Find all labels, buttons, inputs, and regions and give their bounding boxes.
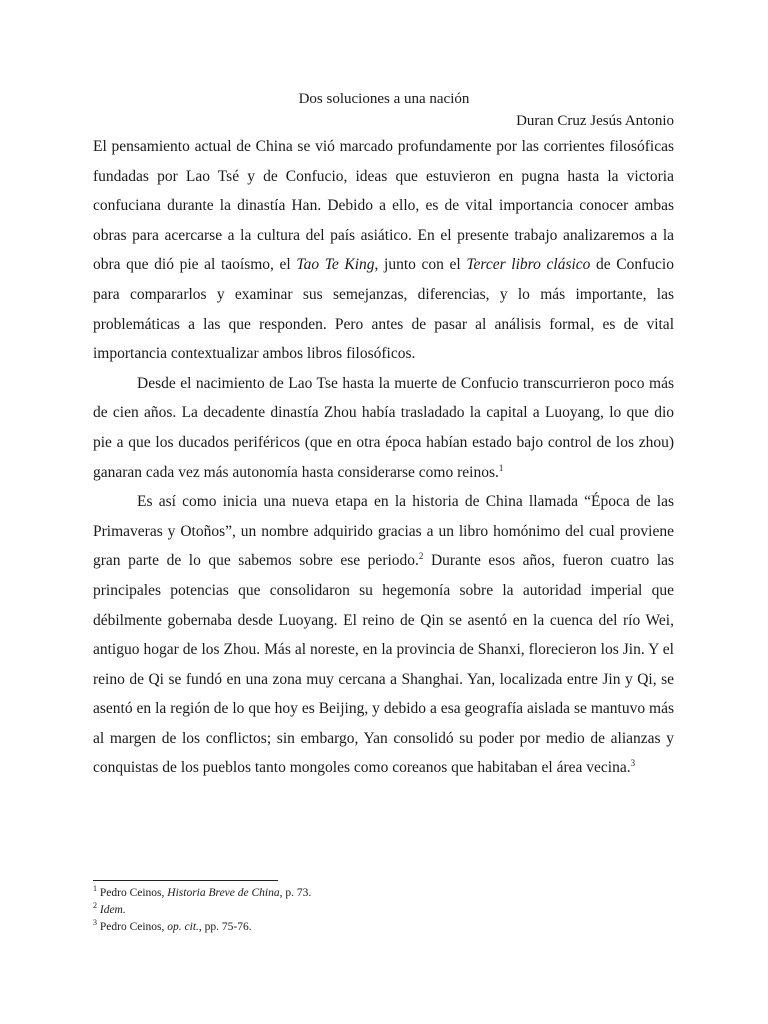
paragraph-1-text-c: , junto con el (374, 256, 467, 274)
footnote-1-number: 1 (93, 884, 97, 894)
paragraph-2 (93, 369, 674, 487)
footnote-divider (93, 880, 278, 881)
footnote-ref-3: 3 (630, 758, 636, 769)
paragraph-3-text-a: Es así como inicia una nueva etapa en la historia de China llamada “Época de las Primaveras y Otoños”, un nombre adquirido gracias a un libro homónimo del cual proviene gran parte de lo que sabemos sobre ese periodo. (93, 493, 674, 570)
footnote-1-pre: Pedro Ceinos, (97, 887, 168, 899)
footnote-ref-2: 2 (418, 551, 424, 562)
footnote-1 (93, 885, 311, 902)
footnote-2-number: 2 (93, 901, 97, 911)
footnote-1-title: Historia Breve de China (167, 887, 280, 899)
footnote-3-post: , pp. 75-76. (198, 921, 252, 933)
paragraph-1-title-tao-te-king: Tao Te King (296, 256, 375, 274)
footnote-3 (93, 919, 311, 936)
paragraph-1 (93, 132, 674, 369)
footnote-3-number: 3 (93, 918, 97, 928)
footnote-3-title: op. cit. (167, 921, 199, 933)
paragraph-1-text-e: de Confucio para compararlos y examinar sus semejanzas, diferencias, y lo más importante, las problemáticas a las que responden. Pero antes de pasar al análisis formal, es de vital importancia contextualizar ambos libros filosóficos. (93, 256, 674, 363)
paragraph-1-text-a: El pensamiento actual de China se vió marcado profundamente por las corrientes filosóficas fundadas por Lao Tsé y de Confucio, ideas que estuvieron en pugna hasta la victoria confuciana durante la dinastía Han. Debido a ello, es de vital importancia conocer ambas obras para acercarse a la cultura del país asiático. En el presente trabajo analizaremos a la obra que dió pie al taoísmo, el (93, 138, 674, 274)
footnote-1-post: , p. 73. (279, 887, 312, 899)
footnote-2 (93, 902, 311, 919)
paragraph-2-text: Desde el nacimiento de Lao Tse hasta la muerte de Confucio transcurrieron poco más de cien años. La decadente dinastía Zhou había trasladado la capital a Luoyang, lo que dio pie a que los ducados periféricos (que en otra época habían estado bajo control de los zhou) ganaran cada vez más autonomía hasta considerarse como reinos. (93, 374, 674, 481)
footnote-2-title: Idem. (99, 904, 126, 916)
paragraph-1-title-tercer-libro: Tercer libro clásico (466, 256, 591, 274)
paragraph-3-text-b: Durante esos años, fueron cuatro las principales potencias que consolidaron su hegemonía sobre la autoridad imperial que débilmente gobernaba desde Luoyang. El reino de Qin se asentó en la cuenca del río Wei, antiguo hogar de los Zhou. Más al noreste, en la provincia de Shanxi, florecieron los Jin. Y el reino de Qi se fundó en una zona muy cercana a Shanghai. Yan, localizada entre Jin y Qi, se asentó en la región de lo que hoy es Beijing, y debido a esa geografía aislada se mantuvo más al margen de los conflictos; sin embargo, Yan consolidó su poder por medio de alianzas y conquistas de los pueblos tanto mongoles como coreanos que habitaban el área vecina. (93, 552, 674, 777)
body-text (93, 132, 674, 783)
footnote-ref-1: 1 (498, 462, 504, 473)
paragraph-3 (93, 487, 674, 783)
footnotes (93, 885, 311, 936)
author-name: Duran Cruz Jesús Antonio (516, 113, 674, 129)
document-title: Dos soluciones a una nación (298, 91, 470, 107)
footnote-3-pre: Pedro Ceinos, (97, 921, 168, 933)
